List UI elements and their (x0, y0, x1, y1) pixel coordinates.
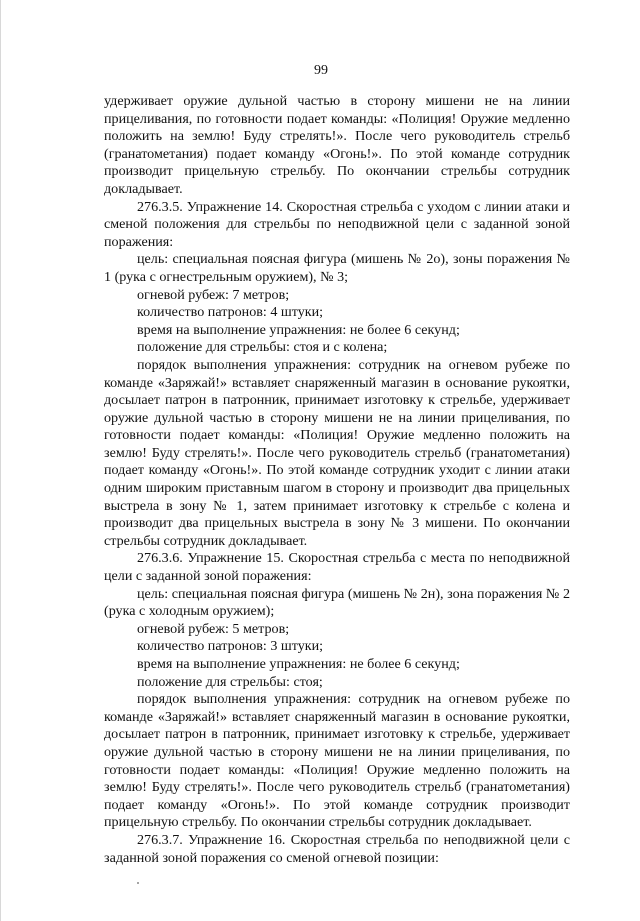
section-heading-276-3-6: 276.3.6. Упражнение 15. Скоростная стрельба с места по неподвижной цели с заданной зоной поражения: (104, 550, 570, 585)
page-number: 99 (314, 63, 328, 78)
paragraph-position: положение для стрельбы: стоя и с колена; (137, 339, 388, 356)
paragraph-cartridges: количество патронов: 3 штуки; (137, 638, 324, 655)
scan-speck (137, 882, 139, 884)
section-heading-276-3-7: 276.3.7. Упражнение 16. Скоростная стрельба по неподвижной цели с заданной зоной поражения со сменой огневой позиции: (104, 831, 570, 866)
paragraph-procedure: порядок выполнения упражнения: сотрудник на огневом рубеже по команде «Заряжай!» вставляет снаряженный магазин в основание рукоятки, досылает патрон в патронник, принимает изготовку к стрельбе, удерживает оружие дульной частью в сторону мишени не на линии прицеливания, по готовности подает команды: «Полиция! Оружие медленно положить на землю! Буду стрелять!». После чего руководитель стрельб (гранатометания) подает команду «Огонь!». По этой команде сотрудник уходит с линии атаки одним широким приставным шагом в сторону и производит два прицельных выстрела в зону № 1, затем принимает изготовку к стрельбе с колена и производит два прицельных выстрела в зону № 3 мишени. По окончании стрельбы сотрудник докладывает. (104, 356, 570, 549)
section-heading-276-3-5: 276.3.5. Упражнение 14. Скоростная стрельба с уходом с линии атаки и сменой положения для стрельбы по неподвижной цели с заданной зоной поражения: (104, 198, 570, 250)
paragraph-time: время на выполнение упражнения: не более 6 секунд; (137, 656, 460, 672)
paragraph-target: цель: специальная поясная фигура (мишень № 2н), зона поражения № 2 (рука с холодным оружием); (104, 585, 570, 620)
paragraph-position: положение для стрельбы: стоя; (137, 673, 323, 690)
paragraph-target: цель: специальная поясная фигура (мишень № 2о), зоны поражения № 1 (рука с огнестрельным оружием), № 3; (104, 251, 570, 285)
paragraph-firing-line: огневой рубеж: 5 метров; (137, 620, 290, 637)
paragraph-continuation: удерживает оружие дульной частью в сторону мишени не на линии прицеливания, по готовности подает команды: «Полиция! Оружие медленно положить на землю! Буду стрелять!». После чего руководитель стрельб (гранатометания) подает команду «Огонь!». По этой команде сотрудник производит прицельную стрельбу. По окончании стрельбы сотрудник докладывает. (104, 93, 570, 197)
paragraph-time: время на выполнение упражнения: не более 6 секунд; (137, 321, 460, 338)
document-body (104, 93, 570, 867)
paragraph-firing-line: огневой рубеж: 7 метров; (137, 286, 290, 303)
paragraph-procedure: порядок выполнения упражнения: сотрудник на огневом рубеже по команде «Заряжай!» вставляет снаряженный магазин в основание рукоятки, досылает патрон в патронник, принимает изготовку к стрельбе, удерживает оружие дульной частью в сторону мишени не на линии прицеливания, по готовности подает команды: «Полиция! Оружие медленно положить на землю! Буду стрелять!». После чего руководитель стрельб (гранатометания) подает команду «Огонь!». По этой команде сотрудник производит прицельную стрельбу. По окончании стрельбы сотрудник докладывает. (104, 691, 570, 831)
paragraph-cartridges: количество патронов: 4 штуки; (137, 304, 324, 321)
